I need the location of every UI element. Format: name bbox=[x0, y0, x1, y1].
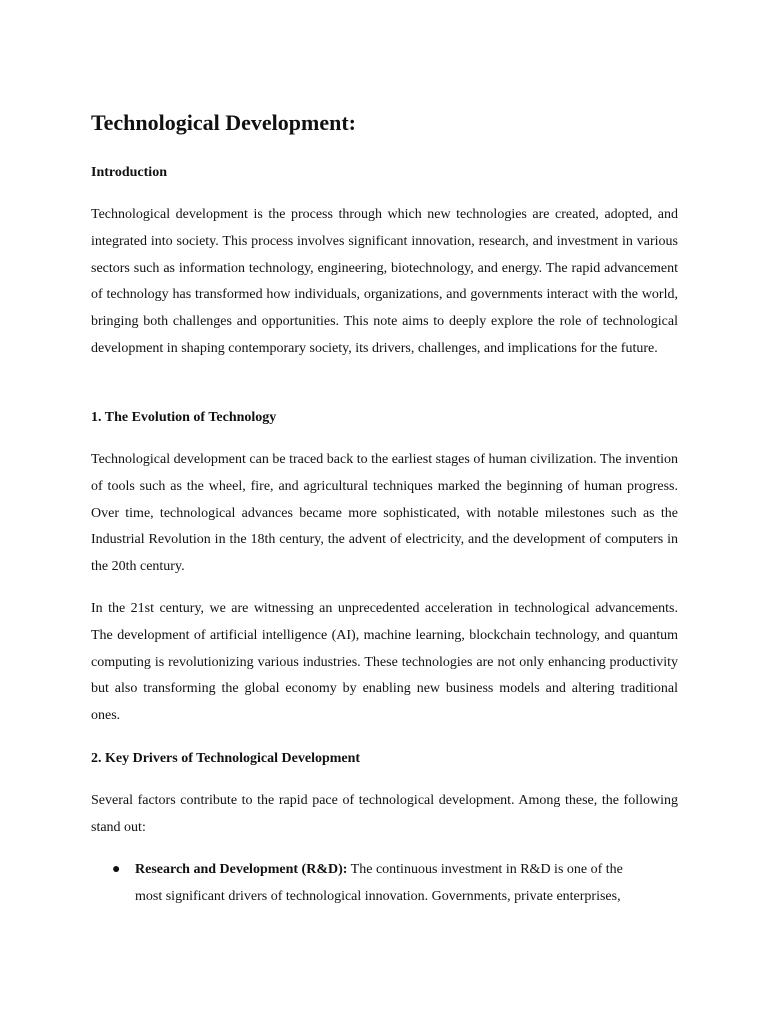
section-heading-introduction: Introduction bbox=[91, 165, 167, 180]
bullet-term: Research and Development (R&D): bbox=[135, 862, 348, 877]
bullet-icon: ● bbox=[112, 862, 121, 877]
section-heading-key-drivers: 2. Key Drivers of Technological Development bbox=[91, 751, 361, 766]
document-title: Technological Development: bbox=[91, 110, 356, 135]
section-heading-evolution: 1. The Evolution of Technology bbox=[91, 410, 277, 425]
bullet-text: The continuous investment in R&D is one of the most significant drivers of technological innovation. Governments, private enterprises, bbox=[135, 862, 623, 904]
bullet-list bbox=[91, 857, 678, 911]
list-item bbox=[91, 857, 639, 911]
paragraph-evolution-1: Technological development can be traced back to the earliest stages of human civilization. The invention of tools such as the wheel, fire, and agricultural techniques marked the beginning of human progress. Over time, technological advances became more sophisticated, with notable milestones such as the Industrial Revolution in the 18th century, the advent of electricity, and the development of computers in the 20th century. bbox=[91, 452, 678, 575]
paragraph-evolution-2: In the 21st century, we are witnessing an unprecedented acceleration in technological advancements. The development of artificial intelligence (AI), machine learning, blockchain technology, and quantum computing is revolutionizing various industries. These technologies are not only enhancing productivity but also transforming the global economy by enabling new business models and altering traditional ones. bbox=[91, 601, 678, 724]
paragraph-introduction: Technological development is the process through which new technologies are created, adopted, and integrated into society. This process involves significant innovation, research, and investment in various sectors such as information technology, engineering, biotechnology, and energy. The rapid advancement of technology has transformed how individuals, organizations, and governments interact with the world, bringing both challenges and opportunities. This note aims to deeply explore the role of technological development in shaping contemporary society, its drivers, challenges, and implications for the future. bbox=[91, 207, 678, 356]
paragraph-key-drivers: Several factors contribute to the rapid pace of technological development. Among these, the following stand out: bbox=[91, 793, 678, 835]
